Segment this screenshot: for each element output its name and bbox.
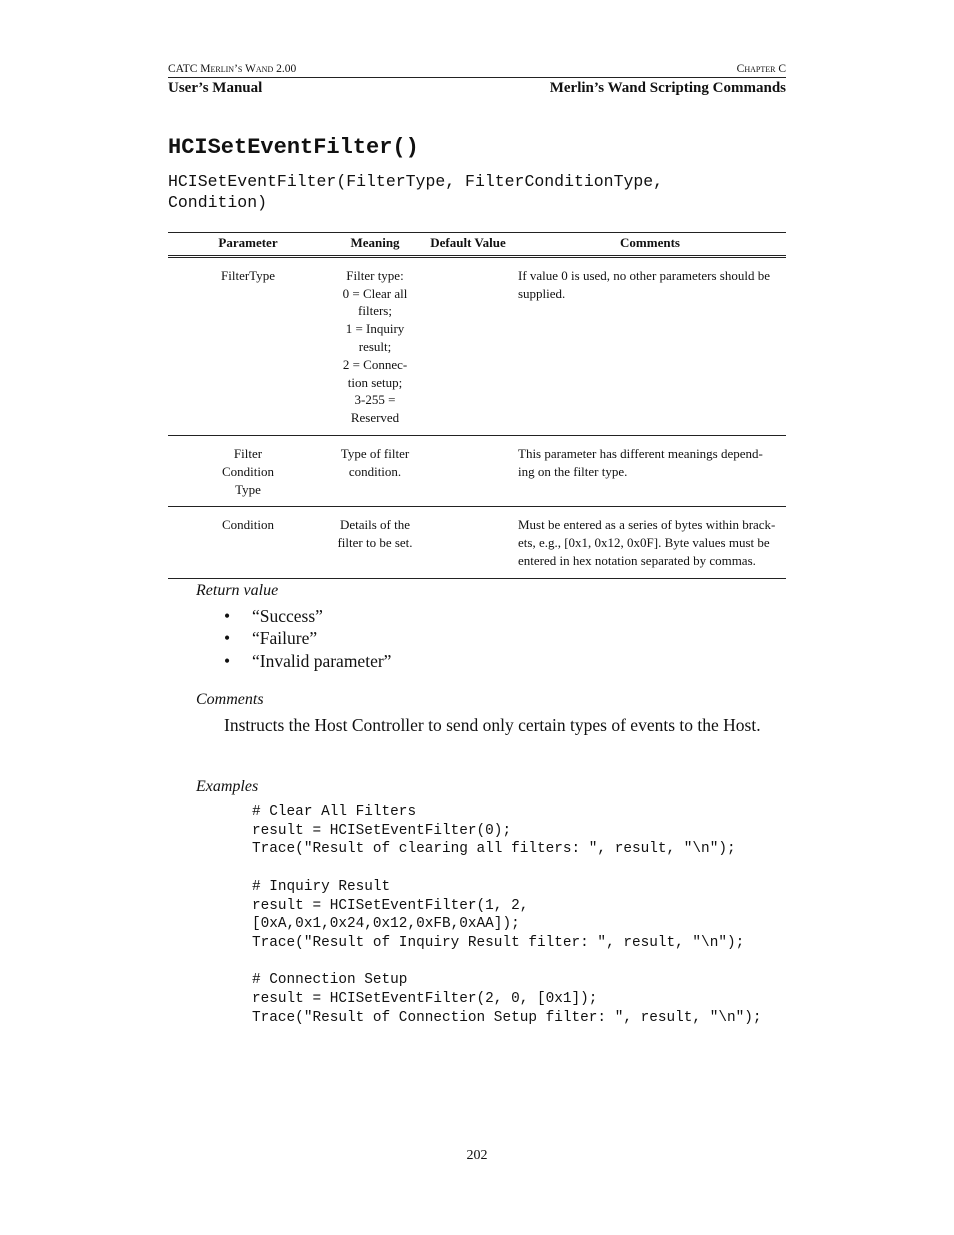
cell-meaning-line: Details of the [339,517,411,533]
cell-parameter-line: Condition [221,463,274,479]
code-line: Trace("Result of clearing all filters: ", result, "\n"); [252,841,736,858]
cell-comments-line: supplied. [518,285,566,301]
cell-parameter [168,256,328,435]
cell-meaning [328,507,422,578]
header-top-row [168,62,786,78]
cell-meaning-line: Reserved [350,410,400,426]
code-line: # Clear All Filters [252,804,417,820]
cell-comments-line: This parameter has different meanings depend- [518,445,763,461]
cell-comments-line: entered in hex notation separated by commas. [518,552,756,568]
comments-heading: Comments [196,691,264,708]
cell-meaning-line: 2 = Connec- [342,356,408,372]
cell-default-value [422,507,514,578]
header-product-part: 2.00 [273,63,297,75]
return-value-list [224,605,391,672]
cell-parameter-line: FilterType [221,267,275,283]
return-value-item: • “Invalid parameter” [224,650,391,672]
header-meaning: Meaning [328,233,422,257]
code-line: result = HCISetEventFilter(1, 2, [252,897,529,914]
code-line: [0xA,0x1,0x24,0x12,0xFB,0xAA]); [252,916,520,933]
code-line: Trace("Result of Inquiry Result filter: ", result, "\n"); [252,934,745,951]
cell-meaning-line: filters; [358,303,392,319]
function-signature: HCISetEventFilter(FilterType, FilterConditionType, Condition) [168,172,664,212]
cell-parameter-line: Filter [233,445,263,461]
table-row [168,435,786,506]
cell-comments [514,507,786,578]
function-title: HCISetEventFilter() [168,135,419,160]
header-comments: Comments [514,233,786,257]
return-value-item: • “Failure” [224,627,391,649]
cell-meaning-line: 1 = Inquiry [345,321,405,337]
cell-parameter-line: Type [235,481,261,497]
examples-heading: Examples [196,778,259,795]
header-parameter: Parameter [168,233,328,257]
header-product-part: ’ [234,63,238,75]
cell-parameter-line: Condition [221,517,274,533]
parameter-table [168,232,786,579]
cell-meaning-line: tion setup; [347,374,403,390]
comments-text: Instructs the Host Controller to send only certain types of events to the Host. [224,715,761,735]
header-chapter-part: C [736,63,745,75]
code-line [252,859,762,878]
header-chapter-part: C [775,63,786,75]
header-product-part: and [255,63,274,75]
return-value-item: • “Success” [224,605,391,627]
cell-default-value [422,435,514,506]
cell-default-value [422,256,514,435]
cell-meaning [328,256,422,435]
header-product-name [168,62,296,76]
cell-comments-line: ets, e.g., [0x1, 0x12, 0x0F]. Byte values must be [518,535,770,551]
code-line: # Inquiry Result [252,878,391,895]
header-chapter [737,62,786,76]
cell-comments-line: If value 0 is used, no other parameters should be [518,267,770,283]
code-line: result = HCISetEventFilter(0); [252,822,512,839]
cell-meaning-line: result; [358,338,392,354]
code-line: result = HCISetEventFilter(2, 0, [0x1]); [252,991,598,1007]
table-body [168,256,786,578]
header-product-part: CATC M [168,63,211,75]
header-manual-title: User’s Manual [168,80,263,96]
cell-parameter [168,435,328,506]
header-product-part: W [242,63,256,75]
code-example [252,803,762,1027]
code-line [252,953,762,972]
table-row [168,507,786,578]
cell-comments [514,256,786,435]
cell-meaning-line: Filter type: [346,267,404,283]
cell-meaning-line: 0 = Clear all [342,285,408,301]
header-product-part: erlin [210,63,235,75]
table-header-row [168,233,786,257]
cell-meaning-line: 3-255 = [354,392,396,408]
header-default-value: Default Value [422,233,514,257]
header-bottom-row [168,79,786,97]
page-number: 202 [466,1148,488,1163]
cell-comments-line: ing on the filter type. [518,463,628,479]
code-line: Trace("Result of Connection Setup filter: ", result, "\n"); [252,1009,762,1026]
header-chapter-part: hapter [744,63,776,75]
running-header [168,62,786,97]
cell-comments-line: Must be entered as a series of bytes within brack- [518,517,776,533]
cell-meaning-line: Type of filter [340,445,410,461]
return-value-heading: Return value [196,582,279,599]
cell-meaning [328,435,422,506]
cell-comments [514,435,786,506]
code-line: # Connection Setup [252,972,408,989]
header-product-part: s [237,63,243,75]
cell-meaning-line: filter to be set. [337,535,413,551]
header-section-title: Merlin’s Wand Scripting Commands [549,80,786,96]
table-row [168,256,786,435]
cell-meaning-line: condition. [348,463,402,479]
cell-parameter [168,507,328,578]
